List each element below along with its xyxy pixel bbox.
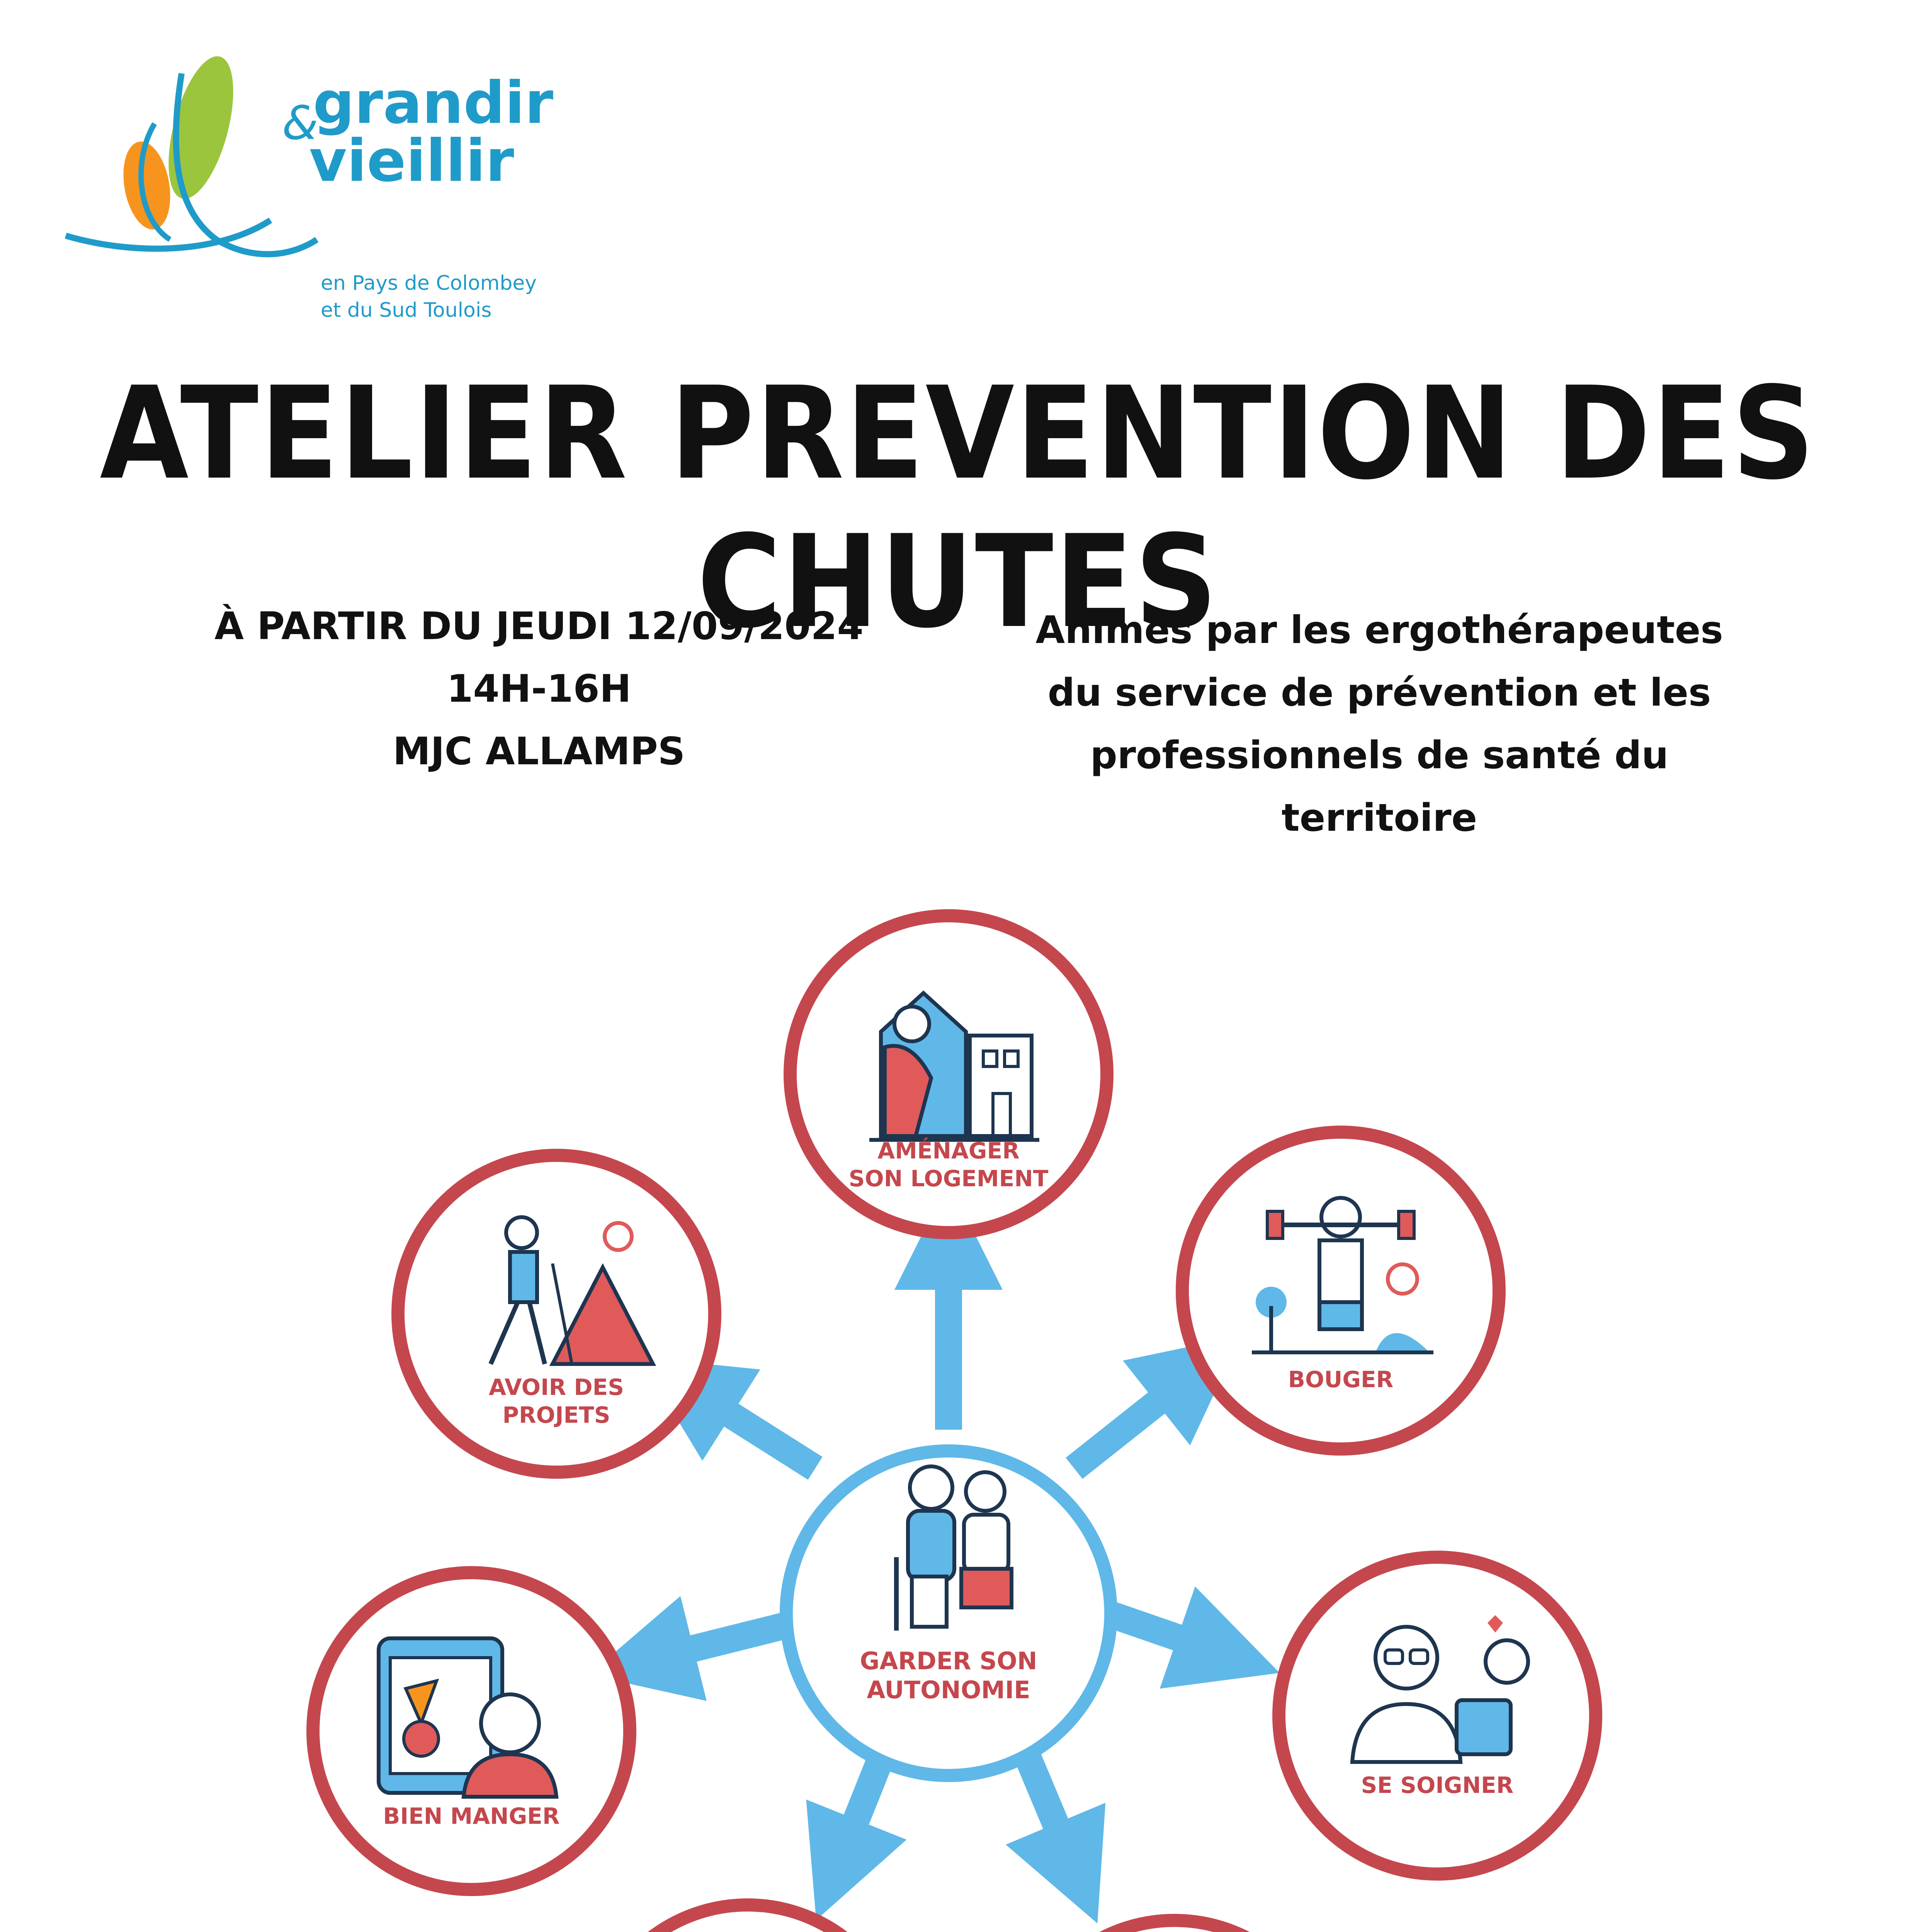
node-voir-du-monde [1016,1920,1333,1932]
center-node [786,1451,1111,1776]
logo-ampersand: & [282,97,318,150]
arrow-left [657,1623,796,1658]
animators-line: territoire [1281,796,1477,840]
node-se-soigner [1279,1557,1596,1874]
arrow-top-right [1074,1379,1186,1468]
logo-line1: grandir [313,70,554,137]
node-bien-manger [313,1573,630,1889]
node-amenager [790,916,1107,1233]
node-amenager-label-2: SON LOGEMENT [848,1165,1049,1192]
logo-line2: vieillir [309,128,514,195]
center-label-2: AUTONOMIE [867,1676,1030,1704]
animators-text [966,599,1793,849]
animators-line: Animés par les ergothérapeutes [1035,608,1723,652]
page-title: ATELIER PREVENTION DES CHUTES [100,359,1816,656]
autonomy-diagram [0,889,1916,1932]
node-projets-label-1: AVOIR DES [488,1374,624,1400]
node-rester-curieux [589,1905,906,1932]
event-place: MJC ALLAMPS [393,730,685,774]
node-projets-label-2: PROJETS [502,1402,610,1428]
center-label-1: GARDER SON [860,1647,1037,1675]
arrow-right [1113,1615,1213,1650]
grandir-vieillir-logo [54,39,595,332]
event-date: À PARTIR DU JEUDI 12/09/2024 [214,604,864,648]
logo-mark-icon [54,39,325,270]
animators-line: professionnels de santé du [1090,733,1669,777]
node-avoir-des-projets [398,1155,715,1472]
animators-line: du service de prévention et les [1047,671,1711,715]
node-bouger-label: BOUGER [1288,1366,1394,1393]
arrow-top-left [699,1395,815,1468]
event-info [128,595,950,783]
event-time: 14H-16H [447,667,631,711]
logo-subline2: et du Sud Toulois [321,299,492,322]
logo-subline1: en Pays de Colombey [321,272,537,295]
node-se-soigner-label: SE SOIGNER [1361,1772,1514,1798]
node-amenager-label-1: AMÉNAGER [877,1138,1020,1164]
node-bien-manger-label: BIEN MANGER [383,1803,560,1829]
node-bouger [1182,1132,1499,1449]
